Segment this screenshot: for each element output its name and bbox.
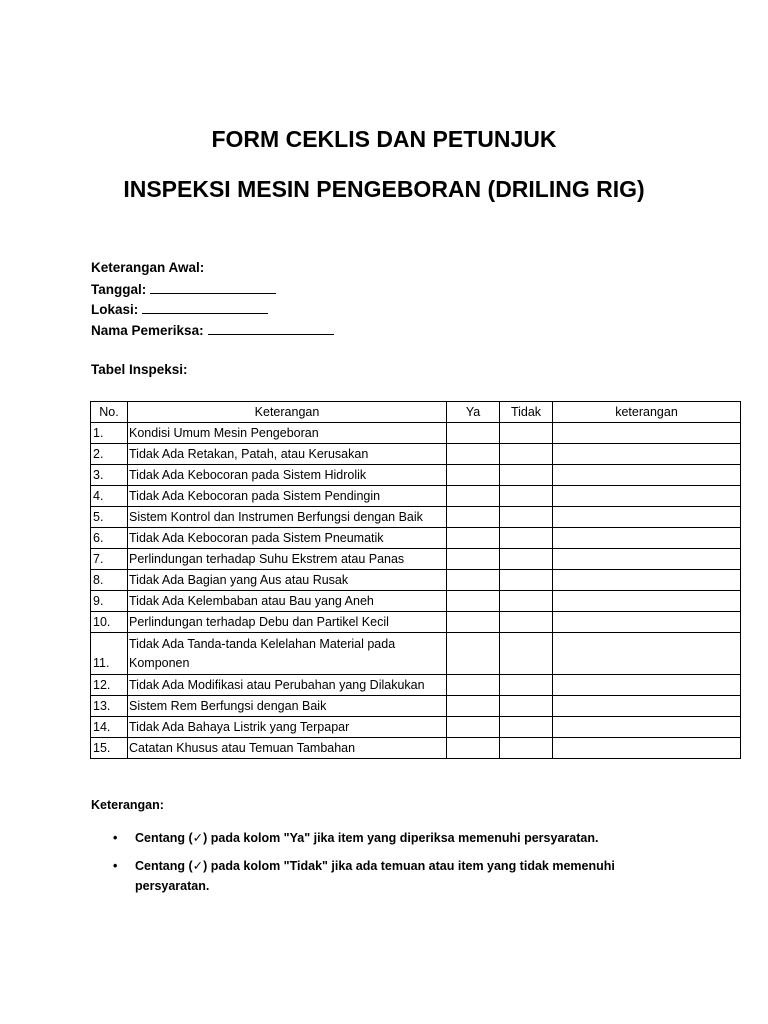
row-number: 1. [91, 423, 128, 444]
ya-checkbox-cell[interactable] [447, 717, 500, 738]
tidak-checkbox-cell[interactable] [500, 570, 553, 591]
note-text: Centang (✓) pada kolom "Ya" jika item yang diperiksa memenuhi persyaratan. [135, 831, 599, 845]
note-text: Centang (✓) pada kolom "Tidak" jika ada temuan atau item yang tidak memenuhi persyaratan. [135, 859, 615, 893]
note-cell[interactable] [553, 591, 741, 612]
row-item: Tidak Ada Retakan, Patah, atau Kerusakan [128, 444, 447, 465]
table-row [91, 549, 741, 570]
row-item: Tidak Ada Modifikasi atau Perubahan yang Dilakukan [128, 675, 447, 696]
note-cell[interactable] [553, 549, 741, 570]
note-cell[interactable] [553, 612, 741, 633]
ya-checkbox-cell[interactable] [447, 570, 500, 591]
table-row [91, 696, 741, 717]
row-item: Tidak Ada Kebocoran pada Sistem Hidrolik [128, 465, 447, 486]
row-number: 5. [91, 507, 128, 528]
table-row [91, 444, 741, 465]
list-item [91, 856, 631, 896]
tidak-checkbox-cell[interactable] [500, 717, 553, 738]
tidak-checkbox-cell[interactable] [500, 696, 553, 717]
note-cell[interactable] [553, 423, 741, 444]
row-number: 12. [91, 675, 128, 696]
row-number: 14. [91, 717, 128, 738]
list-item [91, 828, 631, 848]
ya-checkbox-cell[interactable] [447, 549, 500, 570]
note-cell[interactable] [553, 675, 741, 696]
location-label: Lokasi: [91, 302, 139, 317]
header-no: No. [91, 402, 128, 423]
row-item: Perlindungan terhadap Debu dan Partikel Kecil [128, 612, 447, 633]
tidak-checkbox-cell[interactable] [500, 528, 553, 549]
table-row [91, 612, 741, 633]
bullet-icon: • [113, 859, 118, 873]
form-title: FORM CEKLIS DAN PETUNJUK [211, 126, 557, 152]
initial-info-section [91, 258, 334, 340]
ya-checkbox-cell[interactable] [447, 423, 500, 444]
row-item: Tidak Ada Kebocoran pada Sistem Pneumatik [128, 528, 447, 549]
notes-heading: Keterangan: [91, 798, 164, 812]
table-row [91, 486, 741, 507]
location-field [91, 299, 334, 320]
header-catatan: keterangan [553, 402, 741, 423]
tidak-checkbox-cell[interactable] [500, 423, 553, 444]
ya-checkbox-cell[interactable] [447, 444, 500, 465]
inspection-table-label: Tabel Inspeksi: [91, 362, 188, 377]
table-row [91, 717, 741, 738]
row-number: 13. [91, 696, 128, 717]
table-row [91, 465, 741, 486]
row-number: 15. [91, 738, 128, 759]
inspector-name-field [91, 320, 334, 341]
table-row [91, 738, 741, 759]
row-item: Tidak Ada Kebocoran pada Sistem Pendingin [128, 486, 447, 507]
note-cell[interactable] [553, 633, 741, 675]
location-blank-line[interactable] [142, 299, 268, 314]
tidak-checkbox-cell[interactable] [500, 444, 553, 465]
row-number: 6. [91, 528, 128, 549]
form-subtitle: INSPEKSI MESIN PENGEBORAN (DRILING RIG) [123, 176, 645, 202]
row-item: Tidak Ada Bahaya Listrik yang Terpapar [128, 717, 447, 738]
row-item: Sistem Kontrol dan Instrumen Berfungsi dengan Baik [128, 507, 447, 528]
row-item: Tidak Ada Kelembaban atau Bau yang Aneh [128, 591, 447, 612]
table-row [91, 591, 741, 612]
table-row [91, 507, 741, 528]
row-item: Sistem Rem Berfungsi dengan Baik [128, 696, 447, 717]
row-number: 4. [91, 486, 128, 507]
row-item: Kondisi Umum Mesin Pengeboran [128, 423, 447, 444]
tidak-checkbox-cell[interactable] [500, 507, 553, 528]
ya-checkbox-cell[interactable] [447, 738, 500, 759]
ya-checkbox-cell[interactable] [447, 465, 500, 486]
ya-checkbox-cell[interactable] [447, 633, 500, 675]
row-number: 2. [91, 444, 128, 465]
tidak-checkbox-cell[interactable] [500, 612, 553, 633]
note-cell[interactable] [553, 486, 741, 507]
row-item: Perlindungan terhadap Suhu Ekstrem atau Panas [128, 549, 447, 570]
row-number: 11. [91, 633, 128, 675]
ya-checkbox-cell[interactable] [447, 675, 500, 696]
row-number: 9. [91, 591, 128, 612]
tidak-checkbox-cell[interactable] [500, 738, 553, 759]
note-cell[interactable] [553, 507, 741, 528]
header-tidak: Tidak [500, 402, 553, 423]
date-label: Tanggal: [91, 281, 147, 297]
note-cell[interactable] [553, 465, 741, 486]
row-item: Tidak Ada Tanda-tanda Kelelahan Material pada Komponen [128, 633, 447, 675]
note-cell[interactable] [553, 444, 741, 465]
date-field [91, 279, 334, 300]
tidak-checkbox-cell[interactable] [500, 675, 553, 696]
note-cell[interactable] [553, 570, 741, 591]
table-row [91, 570, 741, 591]
inspector-name-label: Nama Pemeriksa: [91, 322, 204, 338]
tidak-checkbox-cell[interactable] [500, 633, 553, 675]
ya-checkbox-cell[interactable] [447, 528, 500, 549]
bullet-icon: • [113, 831, 118, 845]
row-number: 10. [91, 612, 128, 633]
tidak-checkbox-cell[interactable] [500, 549, 553, 570]
note-cell[interactable] [553, 696, 741, 717]
tidak-checkbox-cell[interactable] [500, 465, 553, 486]
row-item: Catatan Khusus atau Temuan Tambahan [128, 738, 447, 759]
table-row [91, 528, 741, 549]
note-cell[interactable] [553, 738, 741, 759]
table-row [91, 633, 741, 675]
header-ya: Ya [447, 402, 500, 423]
ya-checkbox-cell[interactable] [447, 696, 500, 717]
initial-info-heading: Keterangan Awal: [91, 260, 205, 275]
table-header-row [91, 402, 741, 423]
header-keterangan: Keterangan [128, 402, 447, 423]
date-blank-line[interactable] [150, 279, 276, 294]
ya-checkbox-cell[interactable] [447, 486, 500, 507]
row-number: 3. [91, 465, 128, 486]
table-row [91, 675, 741, 696]
ya-checkbox-cell[interactable] [447, 507, 500, 528]
note-cell[interactable] [553, 528, 741, 549]
tidak-checkbox-cell[interactable] [500, 486, 553, 507]
ya-checkbox-cell[interactable] [447, 591, 500, 612]
row-item: Tidak Ada Bagian yang Aus atau Rusak [128, 570, 447, 591]
note-cell[interactable] [553, 717, 741, 738]
row-number: 8. [91, 570, 128, 591]
inspector-name-blank-line[interactable] [208, 320, 334, 335]
inspection-table [90, 401, 741, 759]
row-number: 7. [91, 549, 128, 570]
tidak-checkbox-cell[interactable] [500, 591, 553, 612]
ya-checkbox-cell[interactable] [447, 612, 500, 633]
table-row [91, 423, 741, 444]
notes-list [91, 820, 631, 896]
